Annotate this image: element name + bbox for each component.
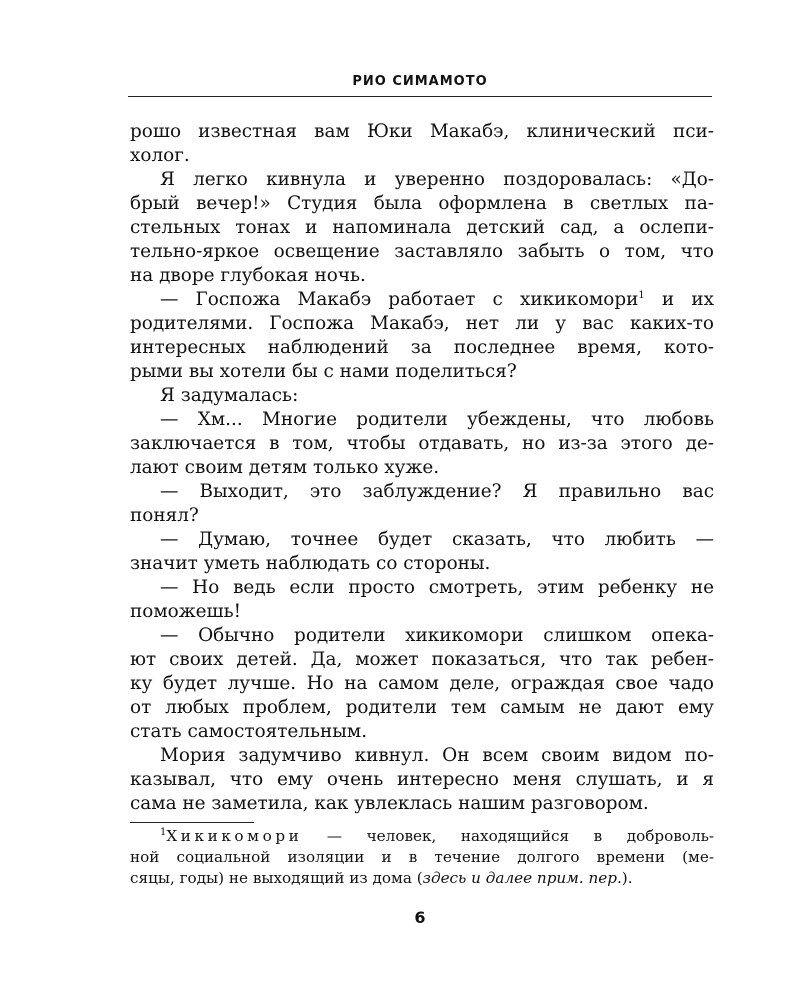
footnote-italic-note: здесь и далее прим. пер.: [422, 869, 622, 887]
text-line: ку будет лучше. Но на самом деле, ограждая свое чадо: [130, 673, 714, 694]
text-line: сама не заметила, как увлеклась нашим разговором.: [130, 793, 649, 814]
text-segment: сяцы, годы) не выходящий из дома (: [130, 869, 423, 887]
text-line: интересных наблюдений за последнее время, кото-: [130, 337, 714, 358]
text-line: — Обычно родители хикикомори слишком опека-: [160, 625, 714, 646]
footnote-line: ной социальной изоляции и в течение долгого времени (ме-: [130, 848, 714, 866]
page-number: 6: [414, 908, 426, 927]
text-line: Я задумалась:: [160, 385, 299, 406]
footnote-line: [130, 868, 714, 888]
footnote-term: Хикикомори: [166, 827, 303, 845]
text-line: Мория задумчиво кивнул. Он всем своим видом по-: [160, 745, 714, 766]
text-line: казывал, что ему очень интересно меня слушать, и я: [130, 769, 714, 790]
text-line: стать самостоятельным.: [130, 721, 368, 742]
text-line: — Думаю, точнее будет сказать, что любить —: [160, 529, 714, 550]
running-header: РИО СИМАМОТО: [352, 74, 488, 89]
text-line: рыми вы хотели бы с нами поделиться?: [130, 361, 517, 382]
footnote-reference: 1: [638, 289, 645, 301]
text-line: ют своих детей. Да, может показаться, что так ребен-: [130, 649, 714, 670]
text-segment: — Госпожа Макабэ работает с хикикомори: [160, 289, 639, 310]
text-line: Я легко кивнула и уверенно поздоровалась: «До-: [160, 169, 714, 190]
text-line: рошо известная вам Юки Макабэ, клинический пси-: [130, 121, 714, 142]
text-line: — Но ведь если просто смотреть, этим ребенку не: [160, 577, 714, 598]
text-line: холог.: [130, 145, 190, 166]
text-line: понял?: [130, 505, 199, 526]
text-segment: — человек, находящийся в доброволь-: [302, 827, 714, 845]
text-line: — Хм... Многие родители убеждены, что любовь: [160, 409, 714, 430]
text-segment: и их: [644, 289, 714, 310]
text-line-with-footnote-ref: [130, 288, 714, 312]
text-line: брый вечер!» Студия была оформлена в светлых па-: [130, 193, 714, 214]
text-line: от любых проблем, родители тем самым не дают ему: [130, 697, 714, 718]
text-line: на дворе глубокая ночь.: [130, 265, 366, 286]
text-line: заключается в том, чтобы отдавать, но из-за этого де-: [130, 433, 714, 454]
text-line: стельных тонах и напоминала детский сад, а ослепи-: [130, 217, 714, 238]
text-segment: ).: [621, 869, 633, 887]
footnote-rule: [130, 822, 254, 823]
header-rule: [128, 96, 712, 97]
text-line: лают своим детям только хуже.: [130, 457, 440, 478]
text-line: значит уметь наблюдать со стороны.: [130, 553, 491, 574]
text-line: — Выходит, это заблуждение? Я правильно вас: [160, 481, 714, 502]
footnote-marker: 1: [160, 826, 167, 838]
text-line: поможешь!: [130, 601, 242, 622]
text-line: тельно-яркое освещение заставляло забыть о том, что: [130, 241, 714, 262]
text-line: родителями. Госпожа Макабэ, нет ли у вас каких-то: [130, 313, 714, 334]
footnote-line: [130, 826, 714, 846]
